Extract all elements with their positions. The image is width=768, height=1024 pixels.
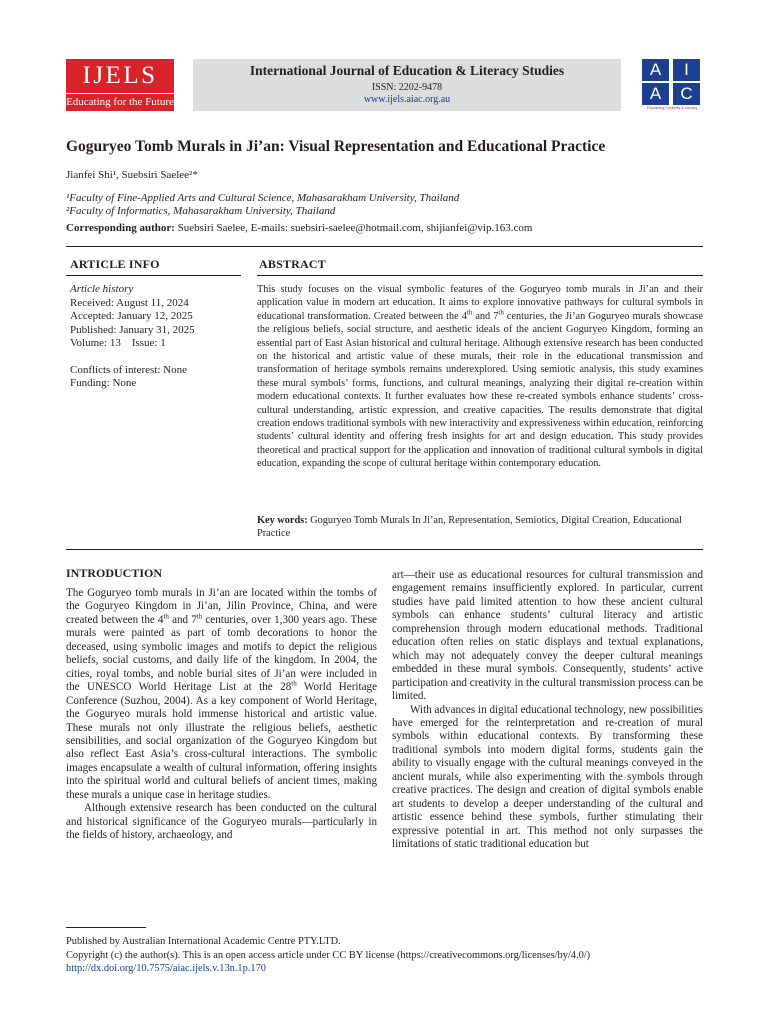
doi-link[interactable]: http://dx.doi.org/10.7575/aiac.ijels.v.13n.1p.170	[66, 963, 267, 974]
funding: Funding: None	[70, 377, 137, 389]
keywords-text: Goguryeo Tomb Murals In Ji’an, Representation, Semiotics, Digital Creation, Educational Practice	[257, 515, 682, 540]
affiliation-1: ¹Faculty of Fine-Applied Arts and Cultural Science, Mahasarakham University, Thailand	[66, 192, 460, 204]
introduction-heading: INTRODUCTION	[66, 566, 163, 580]
superscript: th	[163, 612, 169, 621]
journal-title: International Journal of Education & Literacy Studies	[249, 63, 565, 78]
accepted-date: Accepted: January 12, 2025	[70, 310, 193, 322]
superscript: th	[291, 679, 297, 688]
journal-header-band	[193, 59, 621, 111]
affiliation-2: ²Faculty of Informatics, Mahasarakham University, Thailand	[66, 205, 336, 217]
body-column-left	[66, 587, 377, 843]
superscript: th	[466, 308, 473, 317]
abstract-part: and 7	[472, 310, 499, 322]
abstract-heading: ABSTRACT	[259, 257, 326, 271]
publisher-logo	[642, 59, 702, 111]
paragraph: art—their use as educational resources for cultural transmission and engagement remains insufficiently explored. In particular, current studies have paid limited attention to how these ancient cultural symbols can enhance students’ cultural literacy and artistic comprehension through modern educational methods. Traditional education often relies on static displays and textual explanations, which may not adequately convey the deeper cultural meanings embedded in these mural symbols. Consequently, students’ active participation and creativity in the cultural transmission process can be limited.	[392, 569, 703, 703]
published-date: Published: January 31, 2025	[70, 323, 195, 336]
body-column-right	[392, 569, 703, 852]
paper-title: Goguryeo Tomb Murals in Ji’an: Visual Representation and Educational Practice	[66, 138, 606, 155]
paragraph-part: The Goguryeo tomb murals in Ji’an are located within the tombs of the Goguryeo Kingdom in Ji’an, Jilin Province, China, and were created between the 4	[66, 587, 377, 626]
abstract-part: This study focuses on the visual symbolic features of the Goguryeo tomb murals in Ji’an and their application value in modern art education. It aims to explore innovative pathways for cultural symbols in educational transformation. Created between the 4	[257, 284, 703, 322]
paragraph: With advances in digital educational technology, new possibilities have emerged for the reinterpretation and re-creation of mural symbols within educational contexts. By transforming these traditional symbols into modern digital forms, students gain the ability to visually engage with the cultural meanings conveyed in the ancient murals, while also experimenting with the symbols through creative practices. The design and creation of digital symbols enable art students to develop a deeper understanding of the cultural and artistic essence behind these symbols, further stimulating their expressive potential in art. This method not only surpasses the limitations of static traditional education but	[392, 703, 703, 851]
journal-logo-tagline: Educating for the Future	[66, 94, 174, 111]
abstract-part: centuries, the Ji’an Goguryeo murals showcase the religious beliefs, social structure, and aesthetic ideals of the ancient Goguryeo Kingdom, forming an essential part of East Asian historical and cultural heritage. Although extensive research has been conducted on the historical and artistic value of these murals, their role in the educational transmission and transformation of heritage symbols remains underexplored. Using semiotic analysis, this study examines these mural symbols’ forms, functions, and cultural meanings, analyzing their digital re-creation within modern educational contexts. It further evaluates how these re-created symbols enhance students’ cross-cultural understanding, artistic expression, and creative capacities. The results demonstrate that digital creation endows traditional symbols with new interactivity and expressiveness within education, reinforcing students’ cultural identity and offering fresh insights for art and design education. This study provides theoretical and practical support for the application and innovation of traditional cultural symbols in digital education, expanding the scope of cultural heritage within contemporary education.	[257, 310, 703, 470]
paragraph	[66, 587, 377, 802]
publisher-note: Published by Australian International Academic Centre PTY.LTD.	[66, 936, 341, 947]
journal-url-link[interactable]: www.ijels.aiac.org.au	[363, 94, 451, 105]
keywords	[257, 514, 703, 541]
superscript: th	[498, 308, 504, 317]
corresponding-author	[66, 222, 532, 234]
paragraph-part: centuries, over 1,300 years ago. These murals were painted as part of tomb decorations to honor the deceased, using symbolic images and motifs to depict the religious beliefs, social customs, and daily life of the kingdom. In 2004, the cities, royal tombs, and noble burial sites of Ji’an were included in the UNESCO World Heritage List at the 28	[66, 613, 377, 694]
journal-issn: ISSN: 2202-9478	[371, 82, 443, 93]
abstract-text	[257, 283, 703, 471]
divider	[257, 275, 703, 276]
publisher-logo-letter: A	[642, 59, 669, 81]
footer	[66, 935, 590, 976]
copyright-note: Copyright (c) the author(s). This is an open access article under CC BY license (https://creativecommons.org/licenses/by/4.0/)	[66, 949, 591, 961]
conflicts-of-interest: Conflicts of interest: None	[70, 363, 188, 376]
publisher-logo-letter: A	[642, 83, 669, 105]
article-history-label: Article history	[70, 283, 134, 295]
paragraph: Although extensive research has been conducted on the cultural and historical significance of the Goguryeo murals—particularly in the fields of history, archaeology, and	[66, 802, 377, 842]
publisher-logo-tagline: Flourishing Creativity & Literacy	[646, 106, 698, 110]
corresponding-author-text: Suebsiri Saelee, E-mails: suebsiri-saelee@hotmail.com, shijianfei@vip.163.com	[174, 222, 533, 234]
superscript: th	[196, 612, 203, 621]
article-info-heading: ARTICLE INFO	[70, 257, 160, 271]
paragraph-part: World Heritage Conference (Suzhou, 2004). As a key component of World Heritage, the Goguryeo murals hold immense historical and artistic value. These murals not only illustrate the religious beliefs, aesthetic sensibilities, and social organization of the Goguryeo Kingdom but also reflect East Asia’s cross-cultural interactions. The symbolic images encapsulate a wealth of cultural information, offering insights into the spiritual world and cultural beliefs of ancient times, making these murals a unique case in heritage studies.	[66, 681, 377, 801]
footnote-divider	[66, 927, 146, 928]
divider	[66, 549, 703, 550]
journal-logo: IJELS	[66, 59, 174, 93]
article-info	[70, 283, 250, 391]
keywords-label: Key words:	[257, 515, 308, 526]
received-date: Received: August 11, 2024	[70, 296, 189, 309]
divider	[66, 246, 703, 247]
paragraph-part: and 7	[168, 613, 197, 626]
volume-issue: Volume: 13 Issue: 1	[70, 337, 166, 349]
publisher-logo-letter: I	[673, 59, 700, 81]
divider	[66, 275, 241, 276]
corresponding-author-label: Corresponding author:	[66, 222, 175, 234]
publisher-logo-letter: C	[673, 83, 700, 105]
paper-authors: Jianfei Shi¹, Suebsiri Saelee²*	[66, 169, 198, 181]
